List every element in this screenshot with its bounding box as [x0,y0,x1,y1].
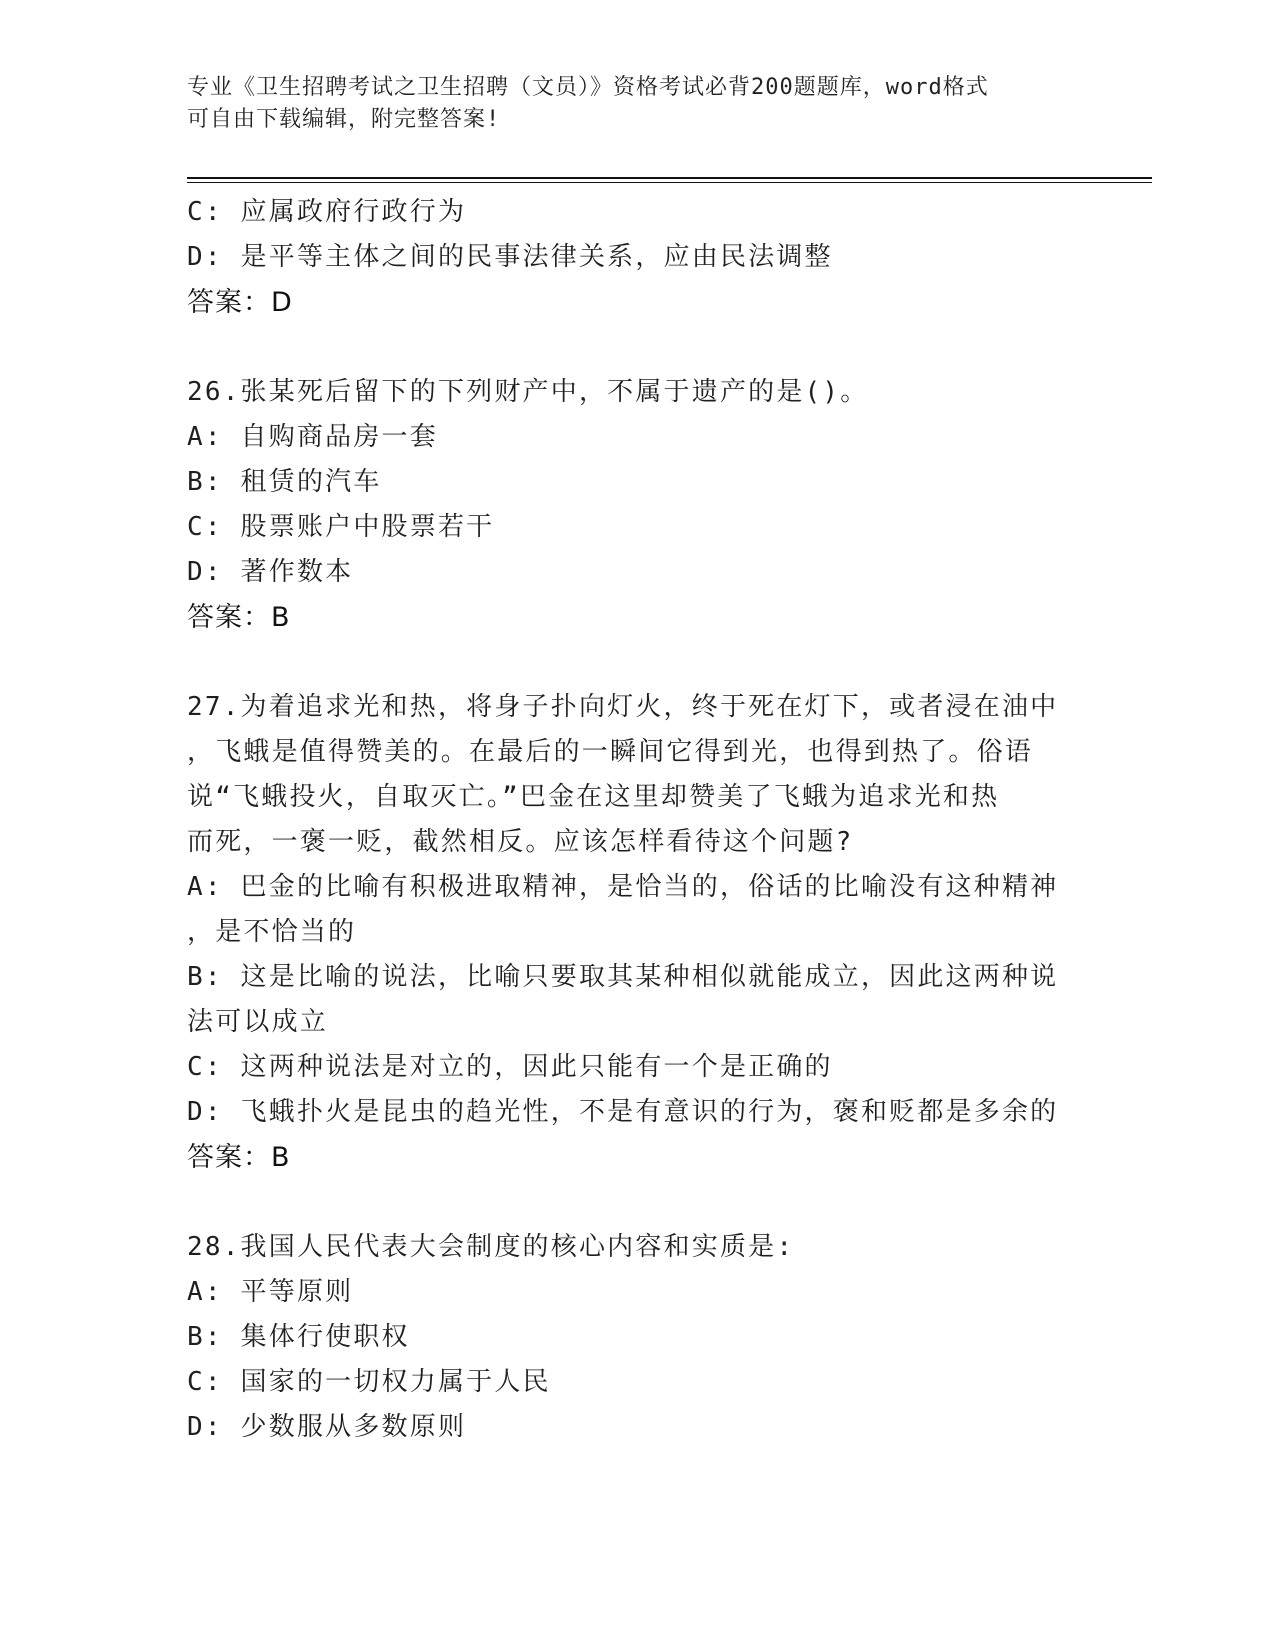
option-d: D: 著作数本 [187,557,354,587]
option-b-line-1: B: 这是比喻的说法，比喻只要取其某种相似就能成立，因此这两种说 [187,962,1059,992]
question-28 [187,1225,1087,1450]
answer-label: 答案：B [187,1142,291,1173]
option-d: D: 飞蛾扑火是昆虫的趋光性，不是有意识的行为，褒和贬都是多余的 [187,1097,1059,1127]
option-a-line-1: A: 巴金的比喻有积极进取精神，是恰当的，俗话的比喻没有这种精神 [187,872,1059,902]
question-stem-line-3: 说“飞蛾投火，自取灭亡。”巴金在这里却赞美了飞蛾为追求光和热 [187,782,1000,812]
spacer [187,1180,1087,1225]
document-header [187,72,1067,136]
question-stem-line-1: 27.为着追求光和热，将身子扑向灯火，终于死在灯下，或者浸在油中 [187,692,1059,722]
option-a-line-2: ，是不恰当的 [187,917,357,947]
header-divider-thin [187,182,1152,183]
option-b-line-2: 法可以成立 [187,1007,329,1037]
question-stem-line-4: 而死，一褒一贬，截然相反。应该怎样看待这个问题? [187,827,854,857]
header-title-line-2: 可自由下载编辑，附完整答案! [187,107,501,132]
header-title-line-1: 专业《卫生招聘考试之卫生招聘（文员）》资格考试必背200题题库，word格式 [187,75,989,100]
spacer [187,325,1087,370]
option-b: B: 集体行使职权 [187,1322,410,1352]
option-c: C: 应属政府行政行为 [187,197,467,227]
question-stem-line-2: ，飞蛾是值得赞美的。在最后的一瞬间它得到光，也得到热了。俗语 [187,737,1034,767]
answer-label: 答案：B [187,602,291,633]
option-c: C: 股票账户中股票若干 [187,512,495,542]
option-d: D: 少数服从多数原则 [187,1412,467,1442]
option-c: C: 这两种说法是对立的，因此只能有一个是正确的 [187,1052,833,1082]
option-d: D: 是平等主体之间的民事法律关系，应由民法调整 [187,242,833,272]
spacer [187,640,1087,685]
option-b: B: 租赁的汽车 [187,467,382,497]
question-26 [187,370,1087,640]
option-c: C: 国家的一切权力属于人民 [187,1367,551,1397]
header-divider-thick [187,177,1152,179]
question-stem: 26.张某死后留下的下列财产中，不属于遗产的是()。 [187,377,869,407]
option-a: A: 自购商品房一套 [187,422,438,452]
question-25-tail [187,190,1087,325]
answer-label: 答案：D [187,287,293,318]
question-stem: 28.我国人民代表大会制度的核心内容和实质是: [187,1232,795,1262]
option-a: A: 平等原则 [187,1277,354,1307]
question-27 [187,685,1087,1180]
question-list [187,190,1087,1450]
